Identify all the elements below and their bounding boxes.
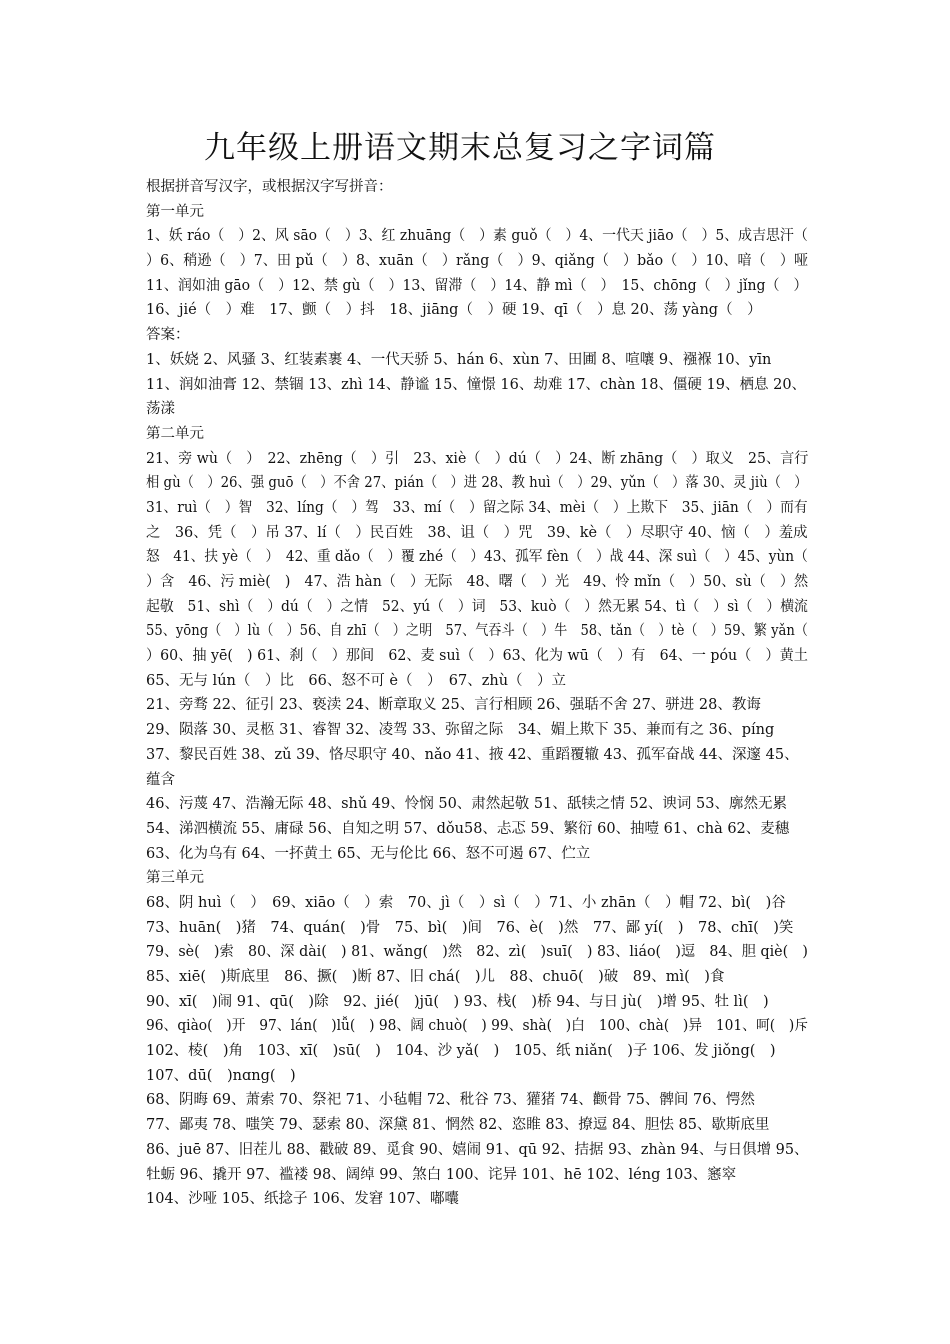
text-line: 16、jié（ ）难 17、颤（ ）抖 18、jiāng（ ）硬 19、qī（ ）息 20、荡 yàng（ ） [146, 302, 762, 319]
text-line: 11、润如油膏 12、禁锢 13、zhì 14、静谧 15、憧憬 16、劫难 17、chàn 18、僵硬 19、栖息 20、 [146, 376, 807, 393]
document-title: 九年级上册语文期末总复习之字词篇 [204, 130, 716, 166]
text-line: 29、陨落 30、灵柩 31、睿智 32、凌驾 33、弥留之际 34、媚上欺下 35、兼而有之 36、píng [146, 722, 775, 739]
text-line: 102、棱( )角 103、xī( )sū( ) 104、沙 yǎ( ) 105、纸 niǎn( )子 106、发 jiǒng( ) [146, 1043, 776, 1060]
text-line: 答案： [146, 327, 190, 344]
text-line: 104、沙哑 105、纸捻子 106、发窘 107、嘟囔 [146, 1191, 460, 1208]
text-line: 1、妖 ráo（ ）2、风 sāo（ ）3、红 zhuāng（ ）素 guǒ（ ）4、一代天 jiāo（ ）5、成吉思汗（ [146, 228, 808, 245]
text-line: 55、yōng（ ）lù（ ）56、自 zhī（ ）之明 57、气吞斗（ ）牛 58、tǎn（ ）tè（ ）59、繁 yǎn（ [146, 623, 808, 640]
text-line: ）6、稍逊（ ）7、田 pǔ（ ）8、xuān（ ）rǎng（ ）9、qiǎng（ ）bǎo（ ）10、喑（ ）哑 [146, 253, 809, 270]
text-line: 荡漾 [146, 401, 175, 418]
text-line: 牡蛎 96、撬开 97、褴褛 98、阔绰 99、煞白 100、诧异 101、hē 102、léng 103、窸窣 [146, 1166, 737, 1183]
text-line: 11、润如油 gāo（ ）12、禁 gù（ ）13、留滞（ ）14、静 mì（ ） 15、chōng（ ）jǐng（ ） [146, 277, 808, 294]
text-line: 65、无与 lún（ ）比 66、怒不可 è（ ） 67、zhù（ ）立 [146, 672, 567, 689]
text-line: ）60、抽 yē( ) 61、刹（ ）那间 62、麦 suì（ ）63、化为 wū（ ）有 64、一 póu（ ）黄土 [146, 648, 808, 665]
text-line: 相 gù（ ）26、强 guō（ ）不舍 27、pián（ ）进 28、教 huì（ ）29、yǔn（ ）落 30、灵 jiù（ ） [146, 475, 808, 492]
text-line: 21、旁 wù（ ） 22、zhēng（ ）引 23、xiè（ ）dú（ ）24、断 zhāng（ ）取义 25、言行 [146, 450, 809, 467]
text-line: 第三单元 [146, 870, 204, 887]
text-line: 第一单元 [146, 203, 204, 220]
text-line: 68、阴 huì（ ） 69、xiāo（ ）索 70、jì（ ）sì（ ）71、小 zhān（ ）帽 72、bì( )谷 [146, 894, 786, 911]
text-line: 46、污蔑 47、浩瀚无际 48、shǔ 49、怜悯 50、肃然起敬 51、舐犊之情 52、谀词 53、廓然无累 [146, 796, 787, 813]
text-line: 第二单元 [146, 425, 204, 442]
text-line: 蕴含 [146, 771, 175, 788]
text-line: 31、ruì（ ）智 32、líng（ ）驾 33、mí（ ）留之际 34、mèi（ ）上欺下 35、jiān（ ）而有 [146, 499, 808, 516]
text-line: 1、妖娆 2、风骚 3、红装素裹 4、一代天骄 5、hán 6、xùn 7、田圃 8、喧嚷 9、襁褓 10、yīn [146, 351, 772, 368]
text-line: 73、huān( )猪 74、quán( )骨 75、bì( )间 76、è( )然 77、鄙 yí( ) 78、chī( )笑 [146, 919, 794, 936]
text-line: 107、dū( )nɑng( ) [146, 1067, 296, 1084]
text-line: 起敬 51、shì（ ）dú（ ）之情 52、yú（ ）词 53、kuò（ ）然无累 54、tì（ ）sì（ ）横流 [146, 598, 808, 615]
text-line: 85、xiē( )斯底里 86、撅( )断 87、旧 chá( )儿 88、chuō( )破 89、mì( )食 [146, 969, 725, 985]
text-line: 37、黎民百姓 38、zǔ 39、恪尽职守 40、nǎo 41、掖 42、重蹈覆辙 43、孤军奋战 44、深邃 45、 [146, 746, 799, 763]
text-line: 21、旁骛 22、征引 23、亵渎 24、断章取义 25、言行相顾 26、强聒不舍 27、骈进 28、教诲 [146, 697, 761, 714]
text-line: ）含 46、污 miè( ) 47、浩 hàn（ ）无际 48、曙（ ）光 49、怜 mǐn（ ）50、sù（ ）然 [146, 574, 809, 590]
text-line: 77、鄙夷 78、嗤笑 79、瑟索 80、深黛 81、惘然 82、恣睢 83、撩逗 84、胆怯 85、歇斯底里 [146, 1117, 770, 1134]
text-line: 86、juē 87、旧茬儿 88、戳破 89、觅食 90、嬉闹 91、qū 92、拮据 93、zhàn 94、与日俱增 95、 [146, 1141, 809, 1158]
text-line: 96、qiào( )开 97、lán( )lǚ( ) 98、阔 chuò( ) 99、shà( )白 100、chà( )异 101、呵( )斥 [146, 1018, 809, 1035]
text-line: 79、sè( )索 80、深 dài( ) 81、wǎng( )然 82、zì( )suī( ) 83、liáo( )逗 84、胆 qiè( ) [146, 944, 808, 961]
document-body [146, 175, 808, 1212]
text-line: 54、涕泗横流 55、庸碌 56、自知之明 57、dǒu58、忐忑 59、繁衍 60、抽噎 61、chà 62、麦穗 [146, 820, 790, 837]
text-line: 63、化为乌有 64、一抔黄土 65、无与伦比 66、怒不可遏 67、伫立 [146, 845, 591, 862]
text-line: 怒 41、扶 yè（ ） 42、重 dǎo（ ）覆 zhé（ ）43、孤军 fèn（ ）战 44、深 suì（ ）45、yùn（ [146, 549, 808, 566]
text-line: 根据拼音写汉字，或根据汉字写拼音： [146, 179, 393, 195]
text-line: 之 36、凭（ ）吊 37、lí（ ）民百姓 38、诅（ ）咒 39、kè（ ）尽职守 40、恼（ ）羞成 [146, 524, 808, 541]
text-line: 90、xī( )闹 91、qū( )除 92、jié( )jū( ) 93、栈( )桥 94、与日 jù( )增 95、牡 lì( ) [146, 993, 769, 1010]
text-line: 68、阴晦 69、萧索 70、祭祀 71、小毡帽 72、秕谷 73、獾猪 74、颧骨 75、髀间 76、愕然 [146, 1092, 755, 1109]
